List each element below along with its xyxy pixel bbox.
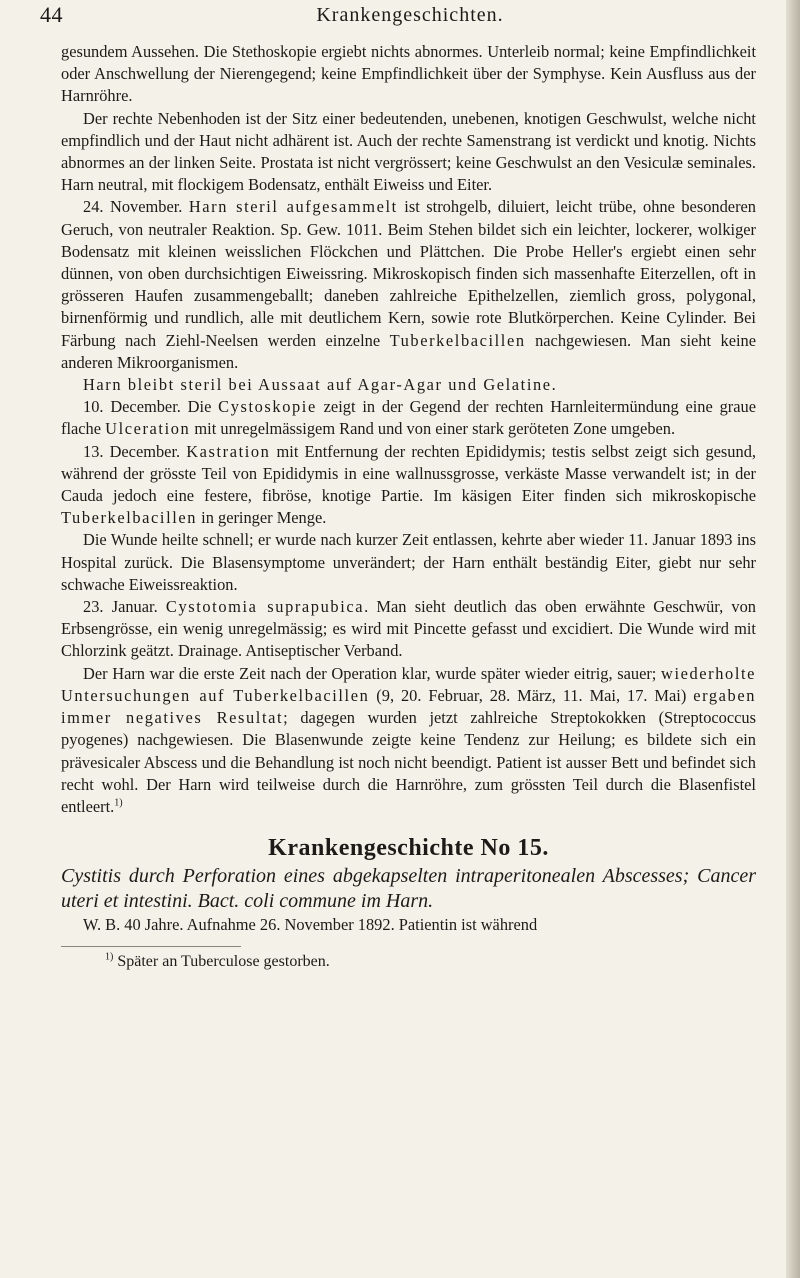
page-edge	[786, 0, 800, 1278]
paragraph: Harn bleibt steril bei Aussaat auf Agar-Agar und Gelatine.	[83, 375, 558, 395]
emphasis-text: Ulceration	[105, 419, 191, 439]
footnote	[61, 951, 756, 973]
footnote-reference: 1)	[114, 797, 123, 809]
text-run: mit unregelmässigem Rand und von einer stark geröteten Zone umgeben.	[190, 419, 676, 439]
text-run: 13. December.	[83, 441, 187, 461]
text-run: Der Harn war die erste Zeit nach der Operation klar, wurde später wieder eitrig, sauer;	[83, 663, 662, 683]
emphasis-text: ergaben immer negatives Resultat	[61, 685, 756, 728]
paragraph	[61, 196, 756, 374]
text-run: in geringer Menge.	[197, 508, 327, 528]
case-subtitle: Cystitis durch Perforation eines abgekapselten intraperitonealen Abscesses; Cancer uteri et intestini. Bact. coli commune im Harn.	[61, 865, 756, 913]
text-run: zeigt in der Gegend der rechten Harnleitermündung eine graue flache	[61, 397, 756, 439]
paragraph	[61, 663, 756, 818]
running-title: Krankengeschichten.	[316, 4, 504, 26]
emphasis-text: Tuberkelbacillen	[389, 330, 526, 350]
emphasis-text: Cystoskopie	[218, 397, 317, 417]
footnote-mark: 1)	[105, 951, 114, 963]
case-heading: Krankengeschichte No 15.	[268, 835, 549, 862]
text-run: ; dagegen wurden jetzt zahlreiche Streptokokken (Streptococcus pyogenes) nachgewiesen. Die Blasenwunde zeigte keine Tendenz zur Heilung; es bildete sich ein prävesicaler Abscess und die Behandlung ist noch nicht beendigt. Patient ist ausser Bett und befindet sich recht wohl. Der Harn wird teilweise durch die Harnröhre, zum grössten Teil durch die Blasenfistel entleert.	[61, 708, 756, 816]
paragraph	[61, 396, 756, 440]
paragraph	[61, 596, 756, 663]
case-intro: W. B. 40 Jahre. Aufnahme 26. November 1892. Patientin ist während	[83, 915, 538, 935]
emphasis-text: Harn steril aufgesammelt	[188, 197, 398, 217]
page-header	[40, 2, 780, 32]
page-number: 44	[40, 2, 63, 27]
emphasis-text: Cystotomia suprapubica	[165, 597, 365, 617]
paragraph	[61, 441, 756, 530]
footnote-text: Später an Tuberculose gestorben.	[117, 953, 330, 971]
paragraph: Die Wunde heilte schnell; er wurde nach kurzer Zeit entlassen, kehrte aber wieder 11. Januar 1893 ins Hospital zurück. Die Blasensymptome unverändert; der Harn enthält beständig Eiter, giebt nur sehr schwache Eiweissreaktion.	[61, 530, 756, 594]
emphasis-text: Kastration	[186, 441, 271, 461]
paragraph: gesundem Aussehen. Die Stethoskopie ergiebt nichts abnormes. Unterleib normal; keine Empfindlichkeit oder Anschwellung der Nierengegend; keine Empfindlichkeit über der Symphyse. Kein Ausfluss aus der Harnröhre.	[61, 42, 756, 106]
text-run: mit Entfernung der rechten Epididymis; testis selbst zeigt sich gesund, während der grösste Teil von Epididymis in eine wallnussgrosse, verkäste Masse verwandelt ist; in der Cauda jedoch eine festere, fibröse, knotige Partie. Im käsigen Eiter finden sich mikroskopische	[61, 441, 756, 506]
text-run: (9, 20. Februar, 28. März, 11. Mai, 17. Mai)	[369, 685, 694, 705]
text-run: 10. December. Die	[83, 397, 219, 417]
text-run: 23. Januar.	[83, 597, 166, 617]
emphasis-text: Tuberkelbacillen	[61, 508, 198, 528]
body-text	[61, 41, 756, 973]
text-run: 24. November.	[83, 197, 189, 217]
footnote-divider	[61, 946, 241, 947]
text-run: ist strohgelb, diluiert, leicht trübe, ohne besonderen Geruch, von neutraler Reaktion. Sp. Gew. 1011. Beim Stehen bildet sich ein leichter, lockerer, wolkiger Bodensatz mit kleinen weisslichen Flöckchen und Plättchen. Die Probe Heller's ergiebt einen sehr dünnen, von oben durchsichtigen Eiweissring. Mikroskopisch finden sich massenhafte Eiterzellen, oft in grösseren Haufen zusammengeballt; daneben zahlreiche Epithelzellen, ziemlich gross, polygonal, birnenförmig und rundlich, alle mit deutlichem Kern, sowie rote Blutkörperchen. Keine Cylinder. Bei Färbung nach Ziehl-Neelsen werden einzelne	[61, 197, 756, 350]
emphasis-text: wiederholte Untersuchungen auf Tuberkelbacillen	[61, 663, 756, 705]
text-run: nachgewiesen. Man sieht keine anderen Mikroorganismen.	[61, 330, 756, 372]
text-run: . Man sieht deutlich das oben erwähnte Geschwür, von Erbsengrösse, ein wenig unregelmässig; es wird mit Pincette gefasst und excidiert. Die Wunde wird mit Chlorzink geätzt. Drainage. Antiseptischer Verband.	[61, 597, 757, 661]
paragraph: Der rechte Nebenhoden ist der Sitz einer bedeutenden, unebenen, knotigen Geschwulst, welche nicht empfindlich und der Haut nicht adhärent ist. Auch der rechte Samenstrang ist verdickt und knotig. Nichts abnormes an der linken Seite. Prostata ist nicht vergrössert; keine Geschwulst an den Vesiculæ seminales. Harn neutral, mit flockigem Bodensatz, enthält Eiweiss und Eiter.	[61, 108, 756, 195]
